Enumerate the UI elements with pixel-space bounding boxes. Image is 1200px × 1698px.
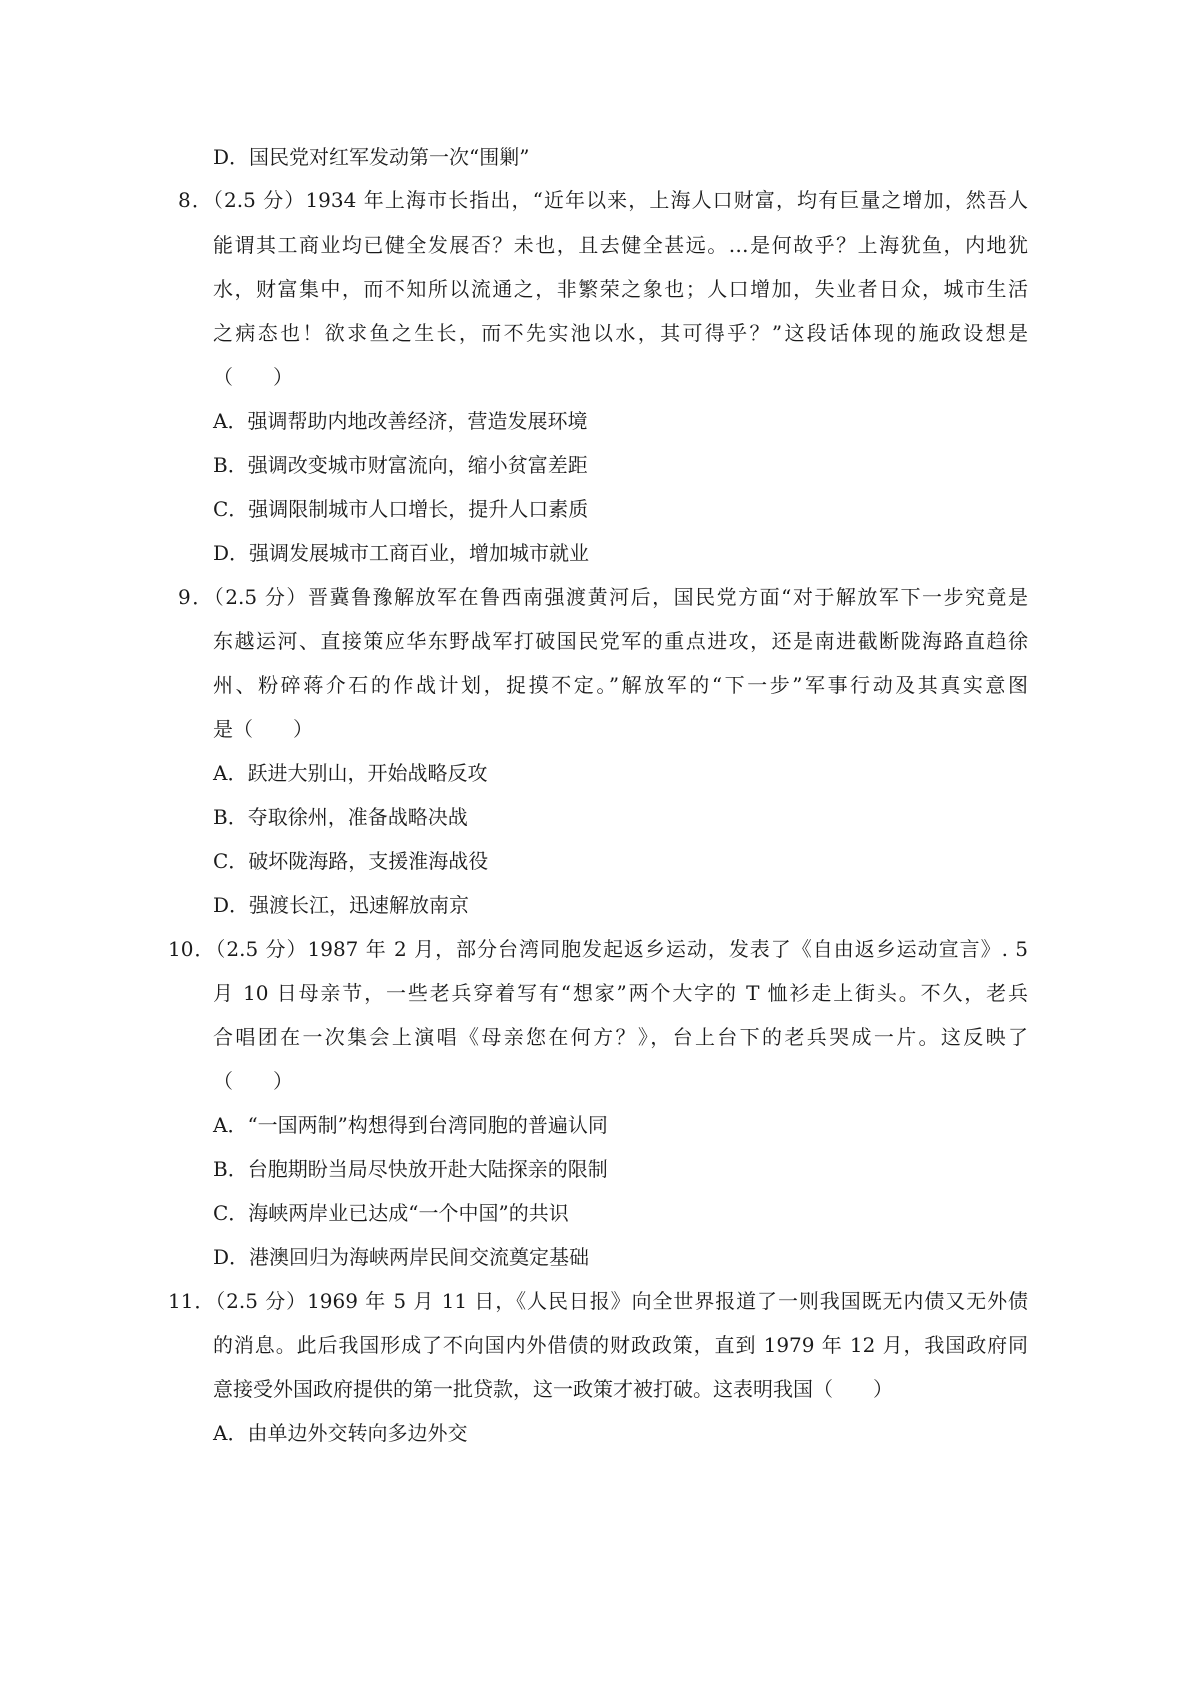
question-8-option-d: D．强调发展城市工商百业，增加城市就业	[213, 541, 590, 565]
question-9-option-c: C．破坏陇海路，支援淮海战役	[213, 849, 489, 873]
question-8-option-c: C．强调限制城市人口增长，提升人口素质	[213, 497, 589, 521]
question-9-line-2: 东越运河、直接策应华东野战军打破国民党军的重点进攻，还是南进截断陇海路直趋徐	[213, 629, 1028, 653]
question-8-line-4: 之病态也！欲求鱼之生长，而不先实池以水，其可得乎？”这段话体现的施政设想是	[213, 321, 1028, 345]
question-11-line-3: 意接受外国政府提供的第一批贷款，这一政策才被打破。这表明我国（ ）	[213, 1377, 893, 1401]
question-9-line-1: 9．（2.5 分）晋冀鲁豫解放军在鲁西南强渡黄河后，国民党方面“对于解放军下一步究竟是	[178, 585, 1028, 609]
question-9-line-3: 州、粉碎蒋介石的作战计划，捉摸不定。”解放军的“下一步”军事行动及其真实意图	[213, 673, 1028, 697]
question-10-line-1: 10．（2.5 分）1987 年 2 月，部分台湾同胞发起返乡运动，发表了《自由返乡运动宣言》. 5	[168, 937, 1028, 961]
question-9-option-b: B．夺取徐州，准备战略决战	[213, 805, 468, 829]
question-11-line-2: 的消息。此后我国形成了不向国内外借债的财政政策，直到 1979 年 12 月，我国政府同	[213, 1333, 1028, 1357]
question-11-line-1: 11．（2.5 分）1969 年 5 月 11 日，《人民日报》向全世界报道了一则我国既无内债又无外债	[168, 1289, 1028, 1313]
question-10-option-a: A．“一国两制”构想得到台湾同胞的普遍认同	[213, 1113, 608, 1137]
question-10-option-b: B．台胞期盼当局尽快放开赴大陆探亲的限制	[213, 1157, 608, 1181]
question-10-option-d: D．港澳回归为海峡两岸民间交流奠定基础	[213, 1245, 590, 1269]
question-9-option-a: A．跃进大别山，开始战略反攻	[213, 761, 488, 785]
question-10-line-3: 合唱团在一次集会上演唱《母亲您在何方？》，台上台下的老兵哭成一片。这反映了	[213, 1025, 1028, 1049]
option-d-prev: D．国民党对红军发动第一次“围剿”	[213, 145, 530, 169]
question-9-line-4: 是（ ）	[213, 717, 313, 741]
question-9-option-d: D．强渡长江，迅速解放南京	[213, 893, 470, 917]
question-10-option-c: C．海峡两岸业已达成“一个中国”的共识	[213, 1201, 569, 1225]
question-10-line-2: 月 10 日母亲节，一些老兵穿着写有“想家”两个大字的 T 恤衫走上街头。不久，老兵	[213, 981, 1028, 1005]
question-8-answer-blank: （ ）	[213, 365, 293, 389]
question-8-line-2: 能谓其工商业均已健全发展否？未也，且去健全甚远。…是何故乎？上海犹鱼，内地犹	[213, 233, 1028, 257]
question-8-line-1: 8．（2.5 分）1934 年上海市长指出，“近年以来，上海人口财富，均有巨量之增加，然吾人	[178, 188, 1028, 212]
question-8-option-b: B．强调改变城市财富流向，缩小贫富差距	[213, 453, 588, 477]
question-11-option-a: A．由单边外交转向多边外交	[213, 1421, 468, 1445]
question-10-answer-blank: （ ）	[213, 1069, 293, 1093]
question-8-line-3: 水，财富集中，而不知所以流通之，非繁荣之象也；人口增加，失业者日众，城市生活	[213, 277, 1028, 301]
question-8-option-a: A．强调帮助内地改善经济，营造发展环境	[213, 409, 588, 433]
